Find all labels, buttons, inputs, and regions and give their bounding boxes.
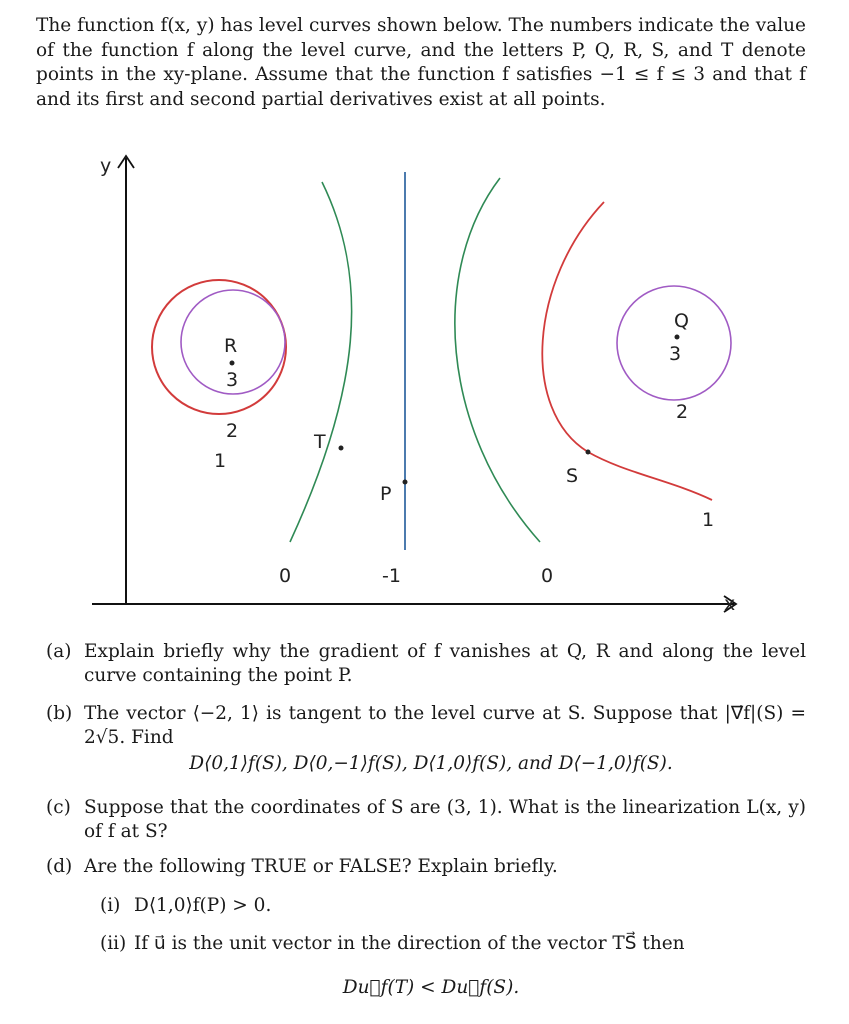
point-T bbox=[339, 446, 344, 451]
part-d-text: Are the following TRUE or FALSE? Explain briefly. bbox=[84, 856, 558, 877]
point-T-label: T bbox=[314, 431, 326, 453]
part-d-ii-text: If u⃗ is the unit vector in the direction of the vector TS⃗ then bbox=[134, 933, 685, 954]
level-curve-R-outer bbox=[152, 280, 286, 414]
level-curve-S bbox=[542, 202, 712, 500]
part-b-equation: D⟨0,1⟩f(S), D⟨0,−1⟩f(S), D⟨1,0⟩f(S), and D⟨−1,0⟩f(S). bbox=[189, 753, 673, 774]
part-d-i-text: D⟨1,0⟩f(P) > 0. bbox=[134, 895, 272, 916]
point-P bbox=[403, 480, 408, 485]
R-outer-value-label: 1 bbox=[214, 450, 227, 472]
point-S bbox=[586, 450, 591, 455]
point-P-label: P bbox=[380, 483, 392, 505]
part-a-label: (a) bbox=[46, 641, 72, 662]
point-Q-label: Q bbox=[674, 310, 689, 332]
right-zero-label: 0 bbox=[541, 565, 554, 587]
S-curve-value-label: 1 bbox=[702, 509, 715, 531]
part-c-text: Suppose that the coordinates of S are (3, 1). What is the linearization L(x, y) of f at S? bbox=[84, 797, 806, 842]
problem-intro: The function f(x, y) has level curves shown below. The numbers indicate the value of the function f along the level curve, and the letters P, Q, R, S, and T denote points in the xy-plane. Assume that the function f satisfies −1 ≤ f ≤ 3 and that f and its first and second partial derivatives exist at all points. bbox=[36, 15, 806, 110]
part-d-label: (d) bbox=[46, 856, 73, 877]
level-curve-left-zero bbox=[290, 182, 352, 542]
part-d-i bbox=[100, 894, 271, 918]
point-R-label: R bbox=[224, 335, 238, 357]
point-R bbox=[230, 361, 235, 366]
x-axis-label: x bbox=[724, 593, 736, 615]
level-curve-right-zero bbox=[455, 178, 540, 542]
part-b-label: (b) bbox=[46, 703, 73, 724]
part-d-ii bbox=[100, 932, 685, 956]
y-axis-label: y bbox=[100, 155, 112, 177]
Q-value-label: 3 bbox=[669, 343, 682, 365]
point-S-label: S bbox=[566, 465, 579, 487]
Q-circle-value-label: 2 bbox=[676, 401, 689, 423]
R-value-label: 3 bbox=[226, 369, 239, 391]
R-inner-value-label: 2 bbox=[226, 420, 239, 442]
part-b-text: The vector ⟨−2, 1⟩ is tangent to the level curve at S. Suppose that |∇⃗f|(S) = 2√5. Find bbox=[84, 703, 806, 748]
part-c-label: (c) bbox=[46, 797, 71, 818]
part-a-text: Explain briefly why the gradient of f vanishes at Q, R and along the level curve containing the point P. bbox=[84, 641, 806, 686]
point-Q bbox=[675, 335, 680, 340]
middle-minus-one-label: -1 bbox=[382, 565, 401, 587]
part-d-ii-label: (ii) bbox=[100, 933, 127, 954]
left-zero-label: 0 bbox=[279, 565, 292, 587]
part-d-ii-equation: Du⃗f(T) < Du⃗f(S). bbox=[342, 977, 520, 998]
level-curves-figure bbox=[0, 130, 849, 630]
part-d-i-label: (i) bbox=[100, 895, 121, 916]
